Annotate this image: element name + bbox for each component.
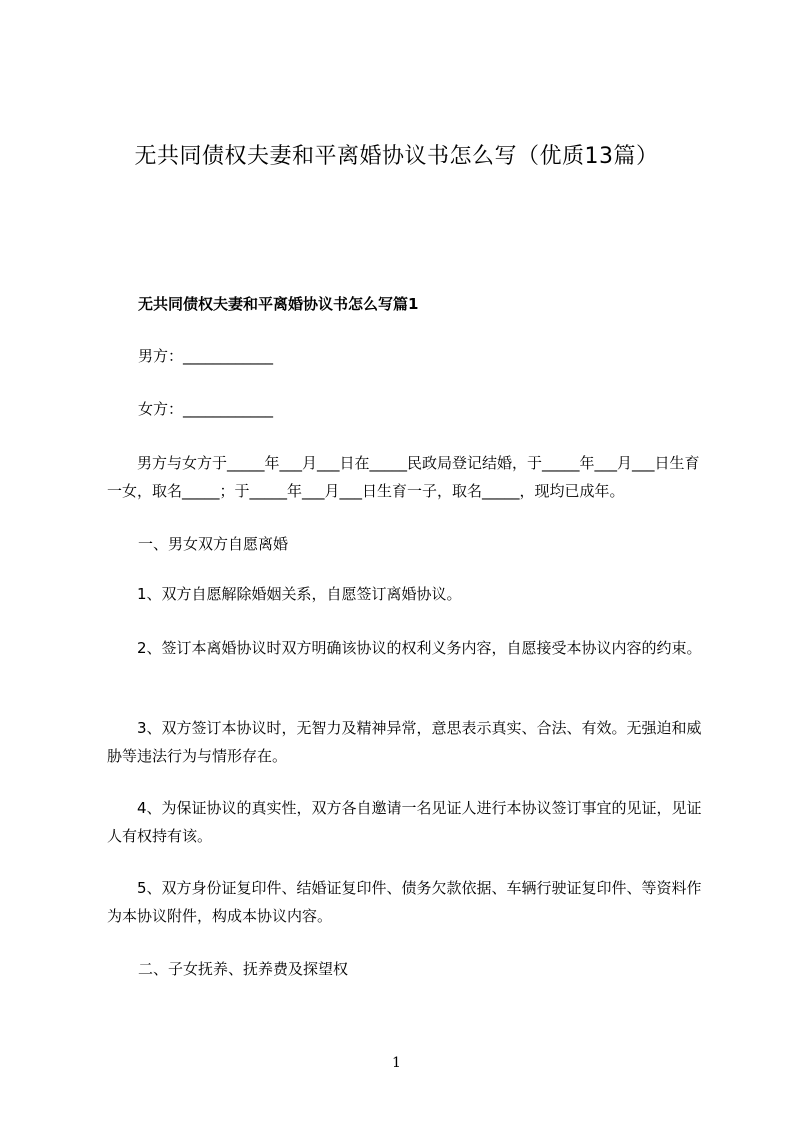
heading-one: 一、男女双方自愿离婚 xyxy=(138,535,289,553)
female-party-line: 女方：____________ xyxy=(138,400,274,418)
document-title: 无共同债权夫妻和平离婚协议书怎么写（优质13篇） xyxy=(134,144,659,169)
heading-two: 二、子女抚养、抚养费及探望权 xyxy=(138,960,349,978)
clause-item-5: 5、双方身份证复印件、结婚证复印件、债务欠款依据、车辆行驶证复印件、等资料作为本协议附件，构成本协议内容。 xyxy=(107,879,702,925)
clause-item-4: 4、为保证协议的真实性，双方各自邀请一名见证人进行本协议签订事宜的见证，见证人有权持有该。 xyxy=(107,799,702,845)
clause-item-2: 2、签订本离婚协议时双方明确该协议的权利义务内容，自愿接受本协议内容的约束。 xyxy=(137,639,702,657)
page-number: 1 xyxy=(392,1055,401,1071)
male-party-line: 男方：____________ xyxy=(138,347,274,365)
section-heading: 无共同债权夫妻和平离婚协议书怎么写篇1 xyxy=(138,295,419,313)
clause-item-1: 1、双方自愿解除婚姻关系，自愿签订离婚协议。 xyxy=(137,585,462,603)
clause-item-3: 3、双方签订本协议时，无智力及精神异常，意思表示真实、合法、有效。无强迫和威胁等违法行为与情形存在。 xyxy=(107,719,702,765)
intro-paragraph: 男方与女方于_____年___月___日在_____民政局登记结婚，于_____年___月___日生育一女，取名_____；于_____年___月___日生育一子，取名_____，现均已成年。 xyxy=(107,454,700,500)
